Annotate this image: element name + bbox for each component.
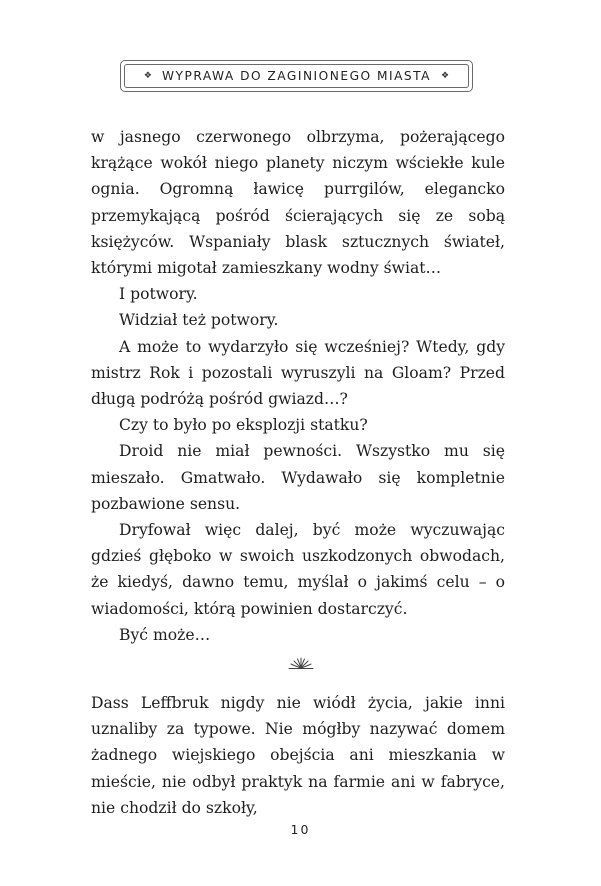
paragraph: Dryfował więc dalej, być może wyczuwając gdzieś głęboko w swoich uszkodzonych obwodach, że kiedyś, dawno temu, myślał o jakimś celu – o wiadomości, którą powinien dostarczyć. <box>91 521 505 618</box>
paragraph: Droid nie miał pewności. Wszystko mu się mieszało. Gmatwało. Wydawało się kompletnie pozbawione sensu. <box>91 442 505 513</box>
paragraph: Być może… <box>119 625 211 644</box>
running-header <box>120 60 473 92</box>
paragraph: w jasnego czerwonego olbrzyma, pożerającego krążące wokół niego planety niczym wściekłe kule ognia. Ogromną ławicę purrgilów, elegancko przemykającą pośród ścierających się ze sobą księżyców. Wspaniały blask sztucznych świateł, którymi migotał zamieszkany wodny świat… <box>91 128 505 278</box>
running-title: WYPRAWA DO ZAGINIONEGO MIASTA <box>162 69 431 83</box>
page-number: 10 <box>290 822 311 837</box>
paragraph: Widział też potwory. <box>119 311 279 330</box>
paragraph: Dass Leffbruk nigdy nie wiódł życia, jakie inni uznaliby za typowe. Nie mógłby nazywać domem żadnego wiejskiego obejścia ani mieszkania w mieście, nie odbył praktyk na farmie ani w fabryce, nie chodził do szkoły, <box>91 694 505 817</box>
paragraph: A może to wydarzyło się wcześniej? Wtedy, gdy mistrz Rok i pozostali wyruszyli na Gloam? Przed długą podróżą pośród gwiazd…? <box>91 337 505 409</box>
sunburst-ornament-icon <box>286 656 316 670</box>
text-block-2 <box>91 690 505 821</box>
paragraph: Czy to było po eksplozji statku? <box>119 416 368 435</box>
diamond-ornament-right-icon: ❖ <box>441 70 450 81</box>
text-block-1 <box>91 124 505 648</box>
diamond-ornament-left-icon: ❖ <box>143 70 152 81</box>
paragraph: I potwory. <box>119 285 198 304</box>
